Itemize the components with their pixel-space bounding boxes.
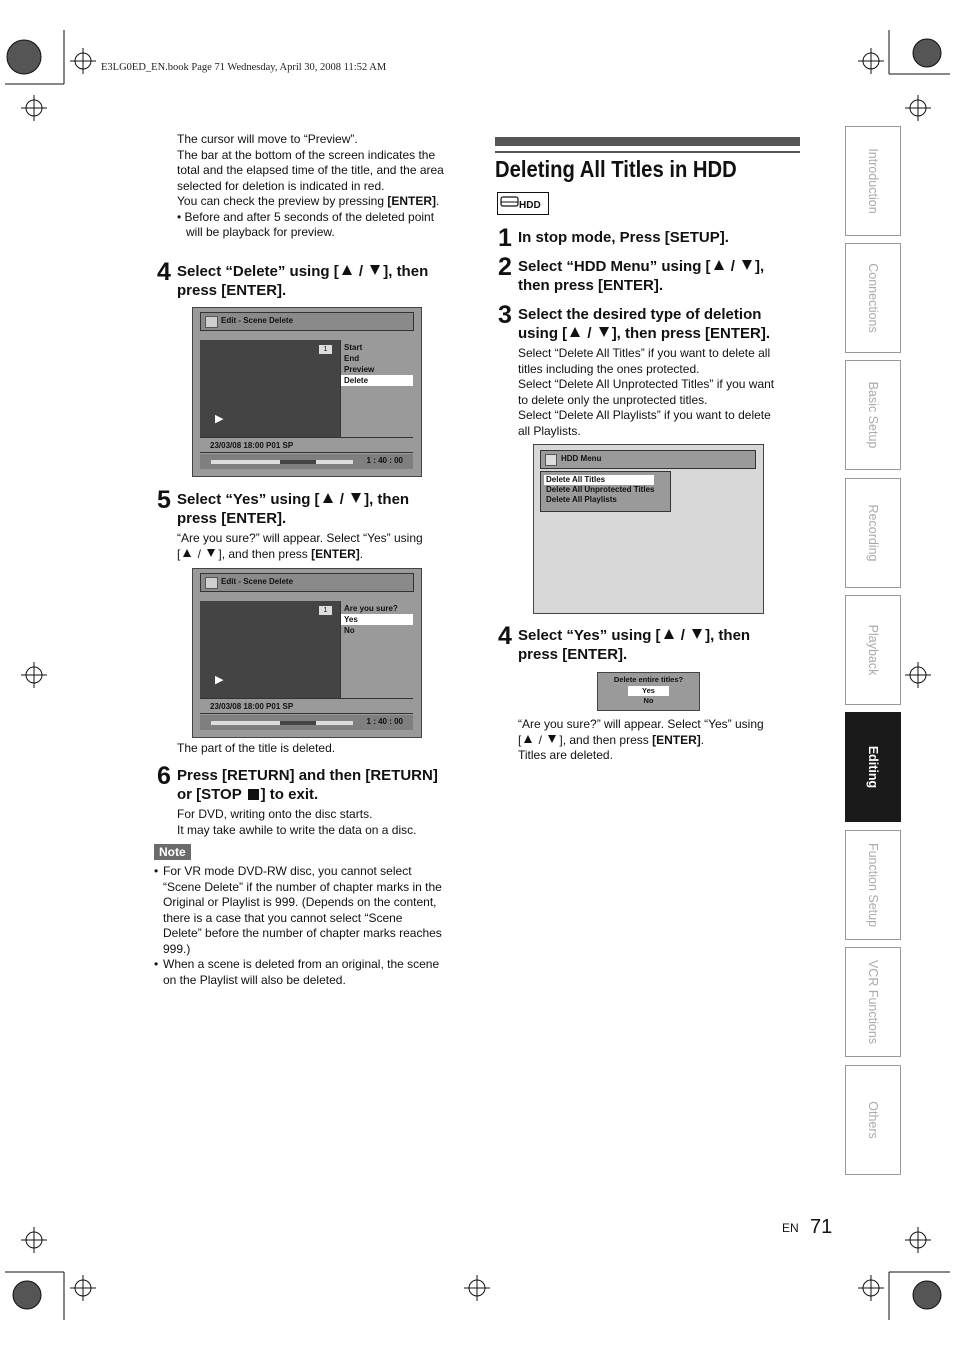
scene-delete-menu	[340, 340, 415, 437]
stop-icon	[248, 789, 259, 800]
language-label: EN	[782, 1221, 799, 1235]
intro-line: The cursor will move to “Preview”.	[177, 132, 358, 146]
confirm-prompt: Are you sure?	[344, 604, 398, 613]
menu-item-delete-unprotected[interactable]: Delete All Unprotected Titles	[546, 485, 655, 494]
title-counter: 1	[319, 606, 332, 615]
confirm-title: Delete entire titles?	[613, 675, 684, 684]
play-icon: ▶	[215, 413, 224, 425]
section-rule-thin	[495, 151, 800, 153]
up-arrow-icon	[342, 265, 352, 275]
hdd-badge: HDD	[497, 192, 549, 215]
step-text: Select “Yes” using [ / ], then press [ENTER].	[177, 491, 410, 527]
step-number: 1	[498, 224, 511, 252]
down-arrow-icon	[207, 549, 215, 557]
note-item: • When a scene is deleted from an original, the scene on the Playlist will also be deleted.	[154, 957, 440, 987]
title-counter: 1	[319, 345, 332, 354]
scene-delete-screen-preview	[192, 307, 422, 477]
bullet-item: • Before and after 5 seconds of the deleted point will be playback for preview.	[177, 209, 435, 239]
edit-icon	[205, 316, 218, 328]
confirm-no[interactable]: No	[643, 696, 654, 705]
down-arrow-icon	[351, 493, 361, 503]
scene-delete-screen-confirm	[192, 568, 422, 738]
progress-bar	[200, 454, 413, 469]
step-number: 3	[498, 301, 511, 329]
video-area	[200, 601, 340, 698]
down-arrow-icon	[599, 327, 609, 337]
hdd-menu-list	[540, 471, 671, 512]
up-arrow-icon	[323, 493, 333, 503]
step-text: Select “Yes” using [ / ], then press [ENTER].	[518, 627, 751, 663]
tab-function-setup[interactable]: Function Setup	[845, 830, 901, 940]
up-arrow-icon	[183, 549, 191, 557]
intro-line: The bar at the bottom of the screen indicates the	[177, 147, 436, 162]
delete-confirm-dialog	[597, 672, 700, 711]
step3-description: Select “Delete All Titles” if you want to delete all titles including the ones protected. Select “Delete All Unprotected Titles” if you want to delete only the unprotected titles. Select “Delete All Playlists” if you want to delete all Playlists.	[518, 346, 775, 438]
hdd-menu-icon	[545, 454, 557, 466]
file-info-header: E3LG0ED_EN.book Page 71 Wednesday, April 30, 2008 11:52 AM	[101, 62, 387, 73]
page-number: 71	[810, 1216, 833, 1238]
menu-item-start[interactable]: Start	[344, 343, 363, 352]
progress-bar	[200, 715, 413, 730]
menu-item-no[interactable]: No	[344, 626, 355, 635]
confirm-yes[interactable]: Yes	[628, 686, 669, 696]
step-text: Press [RETURN] and then [RETURN] or [STOP ] to exit.	[177, 767, 438, 803]
up-arrow-icon	[664, 629, 674, 639]
intro-line: selected for deletion is indicated in red.	[177, 178, 385, 193]
menu-item-delete-all-titles[interactable]: Delete All Titles	[544, 475, 654, 485]
up-arrow-icon	[714, 260, 724, 270]
menu-item-end[interactable]: End	[344, 354, 360, 363]
tab-editing[interactable]: Editing	[845, 712, 901, 822]
video-area	[200, 340, 340, 437]
step6-description: For DVD, writing onto the disc starts. It may take awhile to write the data on a disc.	[177, 807, 417, 837]
down-arrow-icon	[742, 260, 752, 270]
tab-introduction[interactable]: Introduction	[845, 126, 901, 236]
up-arrow-icon	[570, 327, 580, 337]
enter-line: You can check the preview by pressing [ENTER].	[177, 194, 440, 208]
deletion-area	[280, 460, 316, 464]
total-time: 1 : 40 : 00	[366, 717, 403, 726]
up-arrow-icon	[524, 735, 532, 743]
edit-icon	[205, 577, 218, 589]
notes-list	[154, 864, 464, 988]
menu-item-yes[interactable]: Yes	[341, 614, 413, 625]
intro-text	[177, 132, 467, 241]
step-number: 5	[157, 486, 170, 514]
hdd-menu-screen	[533, 444, 764, 614]
step-text: In stop mode, Press [SETUP].	[518, 229, 729, 246]
step-number: 4	[157, 258, 170, 286]
step5-description: “Are you sure?” will appear. Select “Yes” using [ / ], and then press [ENTER].	[177, 531, 423, 561]
step-text: Select “HDD Menu” using [ / ], then press [ENTER].	[518, 258, 765, 294]
step4-description: “Are you sure?” will appear. Select “Yes” using [ / ], and then press [ENTER]. Titles are deleted.	[518, 717, 764, 762]
down-arrow-icon	[692, 629, 702, 639]
screen-titlebar: Edit - Scene Delete	[200, 312, 414, 331]
tab-connections[interactable]: Connections	[845, 243, 901, 353]
title-info-bar: 23/03/08 18:00 P01 SP	[200, 437, 413, 453]
tab-playback[interactable]: Playback	[845, 595, 901, 705]
tab-others[interactable]: Others	[845, 1065, 901, 1175]
down-arrow-icon	[370, 265, 380, 275]
note-item: • For VR mode DVD-RW disc, you cannot select “Scene Delete” if the number of chapter marks in the Original or Playlist is 999. (Depends on the content, there is a case that you cannot select “Scene Delete” before the number of chapter marks reaches 999.)	[154, 864, 442, 956]
hdd-menu-titlebar: HDD Menu	[540, 450, 756, 469]
section-rule	[495, 137, 800, 146]
deletion-area	[280, 721, 316, 725]
note-badge: Note	[154, 844, 191, 860]
intro-line: total and the elapsed time of the title, and the area	[177, 163, 444, 177]
after-delete-text: The part of the title is deleted.	[177, 741, 336, 755]
down-arrow-icon	[548, 735, 556, 743]
step-number: 2	[498, 253, 511, 281]
menu-item-delete[interactable]: Delete	[341, 375, 413, 386]
confirm-menu	[340, 601, 415, 698]
menu-item-delete-playlists[interactable]: Delete All Playlists	[546, 495, 617, 504]
section-title: Deleting All Titles in HDD	[495, 156, 737, 182]
step-number: 6	[157, 762, 170, 790]
tab-basic-setup[interactable]: Basic Setup	[845, 360, 901, 470]
step-text: Select the desired type of deletion using [ / ], then press [ENTER].	[518, 306, 771, 342]
step-text: Select “Delete” using [ / ], then press [ENTER].	[177, 263, 429, 299]
total-time: 1 : 40 : 00	[366, 456, 403, 465]
screen-titlebar: Edit - Scene Delete	[200, 573, 414, 592]
play-icon: ▶	[215, 674, 224, 686]
step-number: 4	[498, 622, 511, 650]
menu-item-preview[interactable]: Preview	[344, 365, 375, 374]
title-info-bar: 23/03/08 18:00 P01 SP	[200, 698, 413, 714]
tab-vcr-functions[interactable]: VCR Functions	[845, 947, 901, 1057]
tab-recording[interactable]: Recording	[845, 478, 901, 588]
